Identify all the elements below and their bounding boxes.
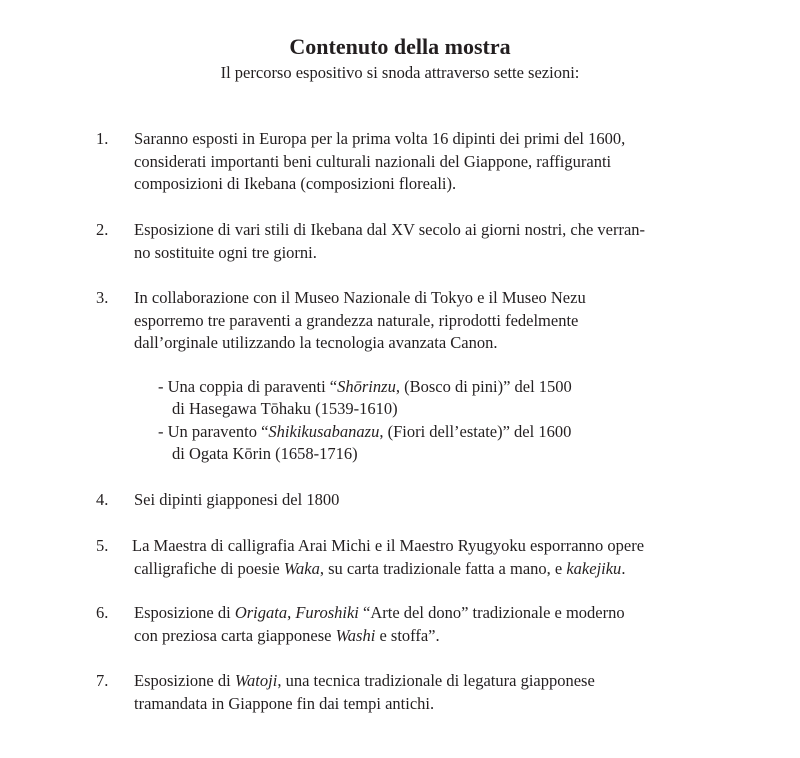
sub-item-italic: Shōrinzu bbox=[337, 377, 396, 396]
item-text bbox=[134, 219, 734, 264]
sub-item bbox=[158, 398, 398, 421]
item-line: Saranno esposti in Europa per la prima volta 16 dipinti dei primi del 1600, bbox=[134, 129, 626, 148]
sub-item bbox=[158, 376, 572, 399]
sub-item-text: , (Bosco di pini)” del 1500 bbox=[395, 377, 572, 396]
item-number: 5. bbox=[96, 536, 109, 555]
sub-item-text: di Hasegawa Tōhaku (1539-1610) bbox=[172, 399, 398, 418]
item-line: Esposizione di Watoji, una tecnica tradizionale di legatura giapponese bbox=[134, 671, 595, 690]
item-number: 4. bbox=[96, 490, 109, 509]
item-line: In collaborazione con il Museo Nazionale di Tokyo e il Museo Nezu bbox=[134, 288, 586, 307]
item-text bbox=[134, 489, 734, 512]
item-line: no sostituite ogni tre giorni. bbox=[134, 242, 317, 262]
item-text bbox=[134, 128, 734, 196]
item-number: 6. bbox=[96, 603, 109, 622]
sub-item-text: - Un paravento “ bbox=[158, 422, 269, 441]
item-line: esporremo tre paraventi a grandezza naturale, riprodotti fedelmente bbox=[134, 310, 579, 330]
item-line: con preziosa carta giapponese Washi e stoffa”. bbox=[134, 625, 440, 645]
sub-item-italic: Shikikusabanazu bbox=[268, 422, 380, 441]
sub-item-text: , (Fiori dell’estate)” del 1600 bbox=[379, 422, 572, 441]
item-line: Sei dipinti giapponesi del 1800 bbox=[134, 490, 340, 509]
sub-item-text: di Ogata Kōrin (1658-1716) bbox=[172, 444, 358, 463]
item-text bbox=[134, 602, 734, 647]
item-number: 3. bbox=[96, 288, 109, 307]
item-line: calligrafiche di poesie Waka, su carta tradizionale fatta a mano, e kakejiku. bbox=[134, 558, 626, 578]
item-number: 2. bbox=[96, 220, 109, 239]
item-line: La Maestra di calligrafia Arai Michi e il Maestro Ryugyoku esporranno opere bbox=[132, 536, 645, 555]
item-line: Esposizione di vari stili di Ikebana dal XV secolo ai giorni nostri, che verran- bbox=[134, 220, 646, 239]
sub-item bbox=[158, 443, 358, 466]
item-line: Esposizione di Origata, Furoshiki “Arte del dono” tradizionale e moderno bbox=[134, 603, 625, 622]
page-subtitle: Il percorso espositivo si snoda attraverso sette sezioni: bbox=[220, 63, 580, 82]
item-text bbox=[134, 287, 734, 355]
item-line: dall’orginale utilizzando la tecnologia avanzata Canon. bbox=[134, 333, 498, 352]
sub-item bbox=[158, 421, 571, 444]
item-line: considerati importanti beni culturali nazionali del Giappone, raffiguranti bbox=[134, 151, 612, 171]
sub-item-text: - Una coppia di paraventi “ bbox=[158, 377, 338, 396]
page-title: Contenuto della mostra bbox=[289, 34, 511, 59]
item-text bbox=[134, 670, 734, 715]
item-line: tramandata in Giappone fin dai tempi antichi. bbox=[134, 693, 435, 713]
item-text bbox=[132, 535, 732, 580]
item-number: 1. bbox=[96, 129, 109, 148]
item-line: composizioni di Ikebana (composizioni floreali). bbox=[134, 174, 457, 193]
item-number: 7. bbox=[96, 671, 109, 690]
